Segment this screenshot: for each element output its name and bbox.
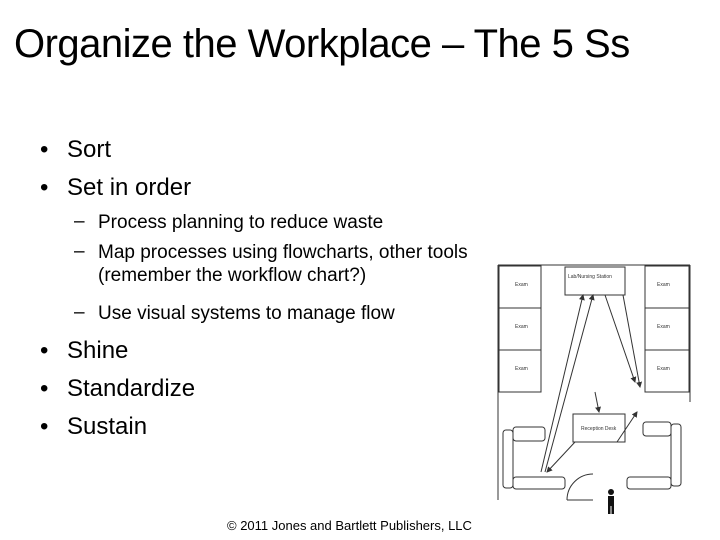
person-icon bbox=[608, 489, 614, 514]
bullet-glyph: • bbox=[40, 413, 49, 440]
dash-glyph: – bbox=[74, 302, 85, 323]
dash-glyph: – bbox=[74, 241, 85, 262]
seating-right-top bbox=[643, 422, 671, 436]
workflow-arrow bbox=[595, 392, 599, 412]
seating-left-top bbox=[513, 427, 545, 441]
lab-nursing-station bbox=[565, 267, 625, 295]
workflow-arrow bbox=[547, 442, 575, 472]
exam-label: Exam bbox=[515, 282, 528, 288]
exam-label: Exam bbox=[515, 324, 528, 330]
station-label: Lab/Nursing Station bbox=[568, 274, 612, 280]
exam-label: Exam bbox=[657, 324, 670, 330]
copyright-footer: © 2011 Jones and Bartlett Publishers, LLC bbox=[227, 518, 472, 533]
bullet-glyph: • bbox=[40, 174, 49, 201]
entrance-door-swing bbox=[567, 474, 593, 500]
bullet-text: Standardize bbox=[67, 375, 196, 402]
sub-bullet-text: Map processes using flowcharts, other tools (remember the workflow chart?) bbox=[98, 242, 468, 286]
seating-left-bottom bbox=[513, 477, 565, 489]
bullet-text: Sustain bbox=[67, 413, 148, 440]
exam-label: Exam bbox=[515, 366, 528, 372]
sub-bullet-text: Use visual systems to manage flow bbox=[98, 303, 395, 324]
seating-right-bottom bbox=[627, 477, 671, 489]
bullet-text: Set in order bbox=[67, 174, 192, 201]
workflow-arrow bbox=[617, 412, 637, 442]
exam-label: Exam bbox=[657, 282, 670, 288]
reception-label: Reception Desk bbox=[581, 426, 617, 432]
bullet-text: Sort bbox=[67, 136, 112, 163]
seating-right-side bbox=[671, 424, 681, 486]
workflow-arrow bbox=[545, 295, 593, 472]
workflow-floor-plan bbox=[495, 262, 695, 522]
bullet-text: Shine bbox=[67, 337, 129, 364]
workflow-arrow bbox=[541, 295, 583, 472]
seating-left-side bbox=[503, 430, 513, 488]
bullet-glyph: • bbox=[40, 375, 49, 402]
exam-label: Exam bbox=[657, 366, 670, 372]
workflow-arrow bbox=[605, 295, 635, 382]
slide-title: Organize the Workplace – The 5 Ss bbox=[14, 22, 630, 66]
dash-glyph: – bbox=[74, 211, 85, 232]
bullet-glyph: • bbox=[40, 136, 49, 163]
bullet-glyph: • bbox=[40, 337, 49, 364]
sub-bullet-text: Process planning to reduce waste bbox=[98, 212, 384, 233]
